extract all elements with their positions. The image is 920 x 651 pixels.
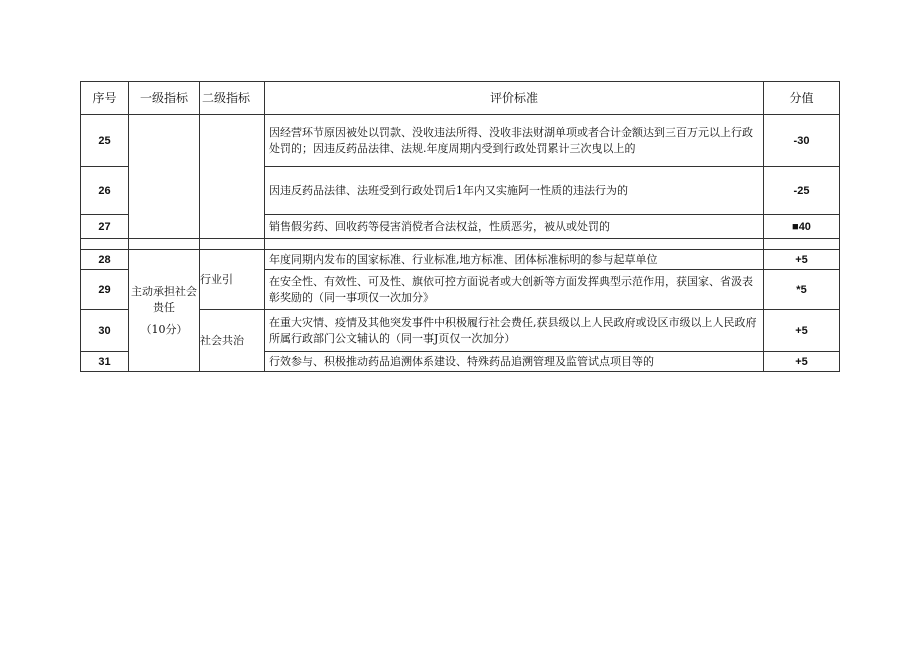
row-seq: 26 — [81, 167, 129, 215]
row-score: *5 — [764, 270, 840, 310]
row-level2-empty — [200, 115, 265, 239]
table-row — [81, 115, 840, 167]
row-seq: 31 — [81, 352, 129, 372]
row-score: -25 — [764, 167, 840, 215]
row-seq: 29 — [81, 270, 129, 310]
table-header-row — [81, 82, 840, 115]
row-seq: 27 — [81, 215, 129, 239]
row-criteria: 年度同期内发布的国家标准、行业标准,地方标准、团体标准标明的参与起草单位 — [265, 250, 764, 270]
row-level1-empty — [129, 115, 200, 239]
gap-cell — [764, 239, 840, 250]
level1-social-responsibility — [129, 250, 200, 372]
table-gap-row — [81, 239, 840, 250]
gap-cell — [265, 239, 764, 250]
row-criteria: 销售假劣药、回收药等侵害消傥者合法权益，性质恶劣，被从或处罚的 — [265, 215, 764, 239]
row-seq: 25 — [81, 115, 129, 167]
row-score: -30 — [764, 115, 840, 167]
level2-social-governance: 社会共治 — [200, 310, 265, 372]
header-level2: 二级指标 — [200, 82, 265, 115]
evaluation-table — [80, 81, 840, 372]
gap-cell — [81, 239, 129, 250]
row-criteria: 因经营环节原因被处以罚款、没收违法所得、没收非法财湖单项或者合计金额达到三百万元以上行政处罚的；因违反药品法律、法规.年度周期内受到行政处罚累计三次曳以上的 — [265, 115, 764, 167]
row-score: +5 — [764, 310, 840, 352]
row-criteria: 因违反药品法律、法班受到行政处罚后1年内又实施阿一性质的违法行为的 — [265, 167, 764, 215]
gap-cell — [200, 239, 265, 250]
row-score: +5 — [764, 352, 840, 372]
row-seq: 28 — [81, 250, 129, 270]
gap-cell — [129, 239, 200, 250]
row-seq: 30 — [81, 310, 129, 352]
row-criteria: 在重大灾情、疫情及其他突发事件中积极履行社会费任,获县级以上人民政府或设区市级以上人民政府所属行政部门公文辅认的（同一事J页仅一次加分） — [265, 310, 764, 352]
row-score: ■40 — [764, 215, 840, 239]
level1-line: 贵任 — [153, 300, 175, 314]
table-row — [81, 250, 840, 270]
level1-line: 主动承担社会 — [131, 284, 197, 298]
row-score: +5 — [764, 250, 840, 270]
row-criteria: 行效参与、积极推动药品追溯体系建设、特殊药品追溯管理及监管试点项目等的 — [265, 352, 764, 372]
level1-points: （10分） — [140, 322, 188, 336]
row-criteria: 在安全性、有效性、可及性、旗依可控方面说者或大创新等方面发挥典型示范作用，获国家、省汲表彰奖励的（同一事项仅一次加分》 — [265, 270, 764, 310]
header-seq: 序号 — [81, 82, 129, 115]
header-score: 分值 — [764, 82, 840, 115]
header-criteria: 评价标准 — [265, 82, 764, 115]
level2-industry-lead: 行业引 — [200, 250, 265, 310]
header-level1: 一级指标 — [129, 82, 200, 115]
